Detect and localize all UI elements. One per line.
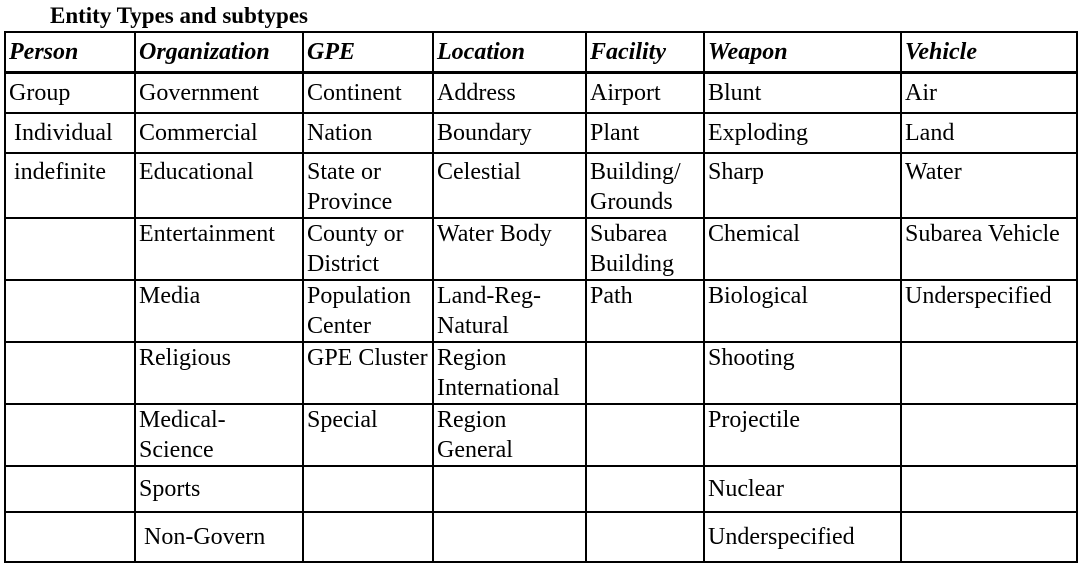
table-cell: Sports <box>135 466 303 512</box>
table-cell: Region International <box>433 342 586 404</box>
table-cell: Commercial <box>135 113 303 153</box>
table-row <box>5 73 1077 114</box>
table-cell: Underspecified <box>901 280 1077 342</box>
table-cell: Air <box>901 73 1077 114</box>
table-cell: Continent <box>303 73 433 114</box>
table-cell <box>433 466 586 512</box>
table-cell: Subarea Building <box>586 218 704 280</box>
table-cell: Boundary <box>433 113 586 153</box>
table-cell: Population Center <box>303 280 433 342</box>
header-weapon: Weapon <box>704 32 901 73</box>
table-cell <box>586 512 704 562</box>
table-row <box>5 280 1077 342</box>
table-cell <box>433 512 586 562</box>
table-cell: Nuclear <box>704 466 901 512</box>
table-cell: Special <box>303 404 433 466</box>
table-cell: Exploding <box>704 113 901 153</box>
table-cell: Region General <box>433 404 586 466</box>
table-cell: Blunt <box>704 73 901 114</box>
table-cell: Shooting <box>704 342 901 404</box>
table-cell <box>303 512 433 562</box>
header-location: Location <box>433 32 586 73</box>
table-cell: Water <box>901 153 1077 218</box>
table-caption: Entity Types and subtypes <box>50 3 308 28</box>
table-cell: Individual <box>5 113 135 153</box>
header-organization: Organization <box>135 32 303 73</box>
table-cell: Building/ Grounds <box>586 153 704 218</box>
header-person: Person <box>5 32 135 73</box>
table-cell: Nation <box>303 113 433 153</box>
table-cell <box>5 342 135 404</box>
table-cell: Biological <box>704 280 901 342</box>
table-cell <box>901 466 1077 512</box>
table-cell <box>586 404 704 466</box>
table-cell: Underspecified <box>704 512 901 562</box>
table-cell <box>901 512 1077 562</box>
table-cell: Entertainment <box>135 218 303 280</box>
table-cell: Sharp <box>704 153 901 218</box>
table-cell: Celestial <box>433 153 586 218</box>
table-cell: Address <box>433 73 586 114</box>
table-cell: Airport <box>586 73 704 114</box>
header-vehicle: Vehicle <box>901 32 1077 73</box>
table-cell: Medical-Science <box>135 404 303 466</box>
table-row <box>5 153 1077 218</box>
header-facility: Facility <box>586 32 704 73</box>
table-cell <box>586 342 704 404</box>
table-cell: GPE Cluster <box>303 342 433 404</box>
table-row <box>5 512 1077 562</box>
table-cell: Subarea Vehicle <box>901 218 1077 280</box>
entity-types-table <box>4 31 1078 563</box>
table-cell: Land-Reg-Natural <box>433 280 586 342</box>
table-cell: County or District <box>303 218 433 280</box>
table-cell: State or Province <box>303 153 433 218</box>
table-row <box>5 342 1077 404</box>
table-cell: Land <box>901 113 1077 153</box>
table-cell: Group <box>5 73 135 114</box>
table-row <box>5 113 1077 153</box>
header-gpe: GPE <box>303 32 433 73</box>
table-cell <box>5 512 135 562</box>
table-cell: Path <box>586 280 704 342</box>
table-row <box>5 404 1077 466</box>
table-cell <box>901 342 1077 404</box>
table-cell: Government <box>135 73 303 114</box>
table-cell <box>5 280 135 342</box>
table-cell: indefinite <box>5 153 135 218</box>
table-cell: Water Body <box>433 218 586 280</box>
table-cell: Non-Govern <box>135 512 303 562</box>
table-cell <box>901 404 1077 466</box>
table-row <box>5 218 1077 280</box>
header-row <box>5 32 1077 73</box>
table-cell <box>586 466 704 512</box>
table-cell: Plant <box>586 113 704 153</box>
table-row <box>5 466 1077 512</box>
table-cell <box>5 218 135 280</box>
table-cell: Media <box>135 280 303 342</box>
table-cell <box>303 466 433 512</box>
table-cell: Religious <box>135 342 303 404</box>
table-cell: Chemical <box>704 218 901 280</box>
table-cell <box>5 404 135 466</box>
table-cell <box>5 466 135 512</box>
table-cell: Projectile <box>704 404 901 466</box>
table-cell: Educational <box>135 153 303 218</box>
